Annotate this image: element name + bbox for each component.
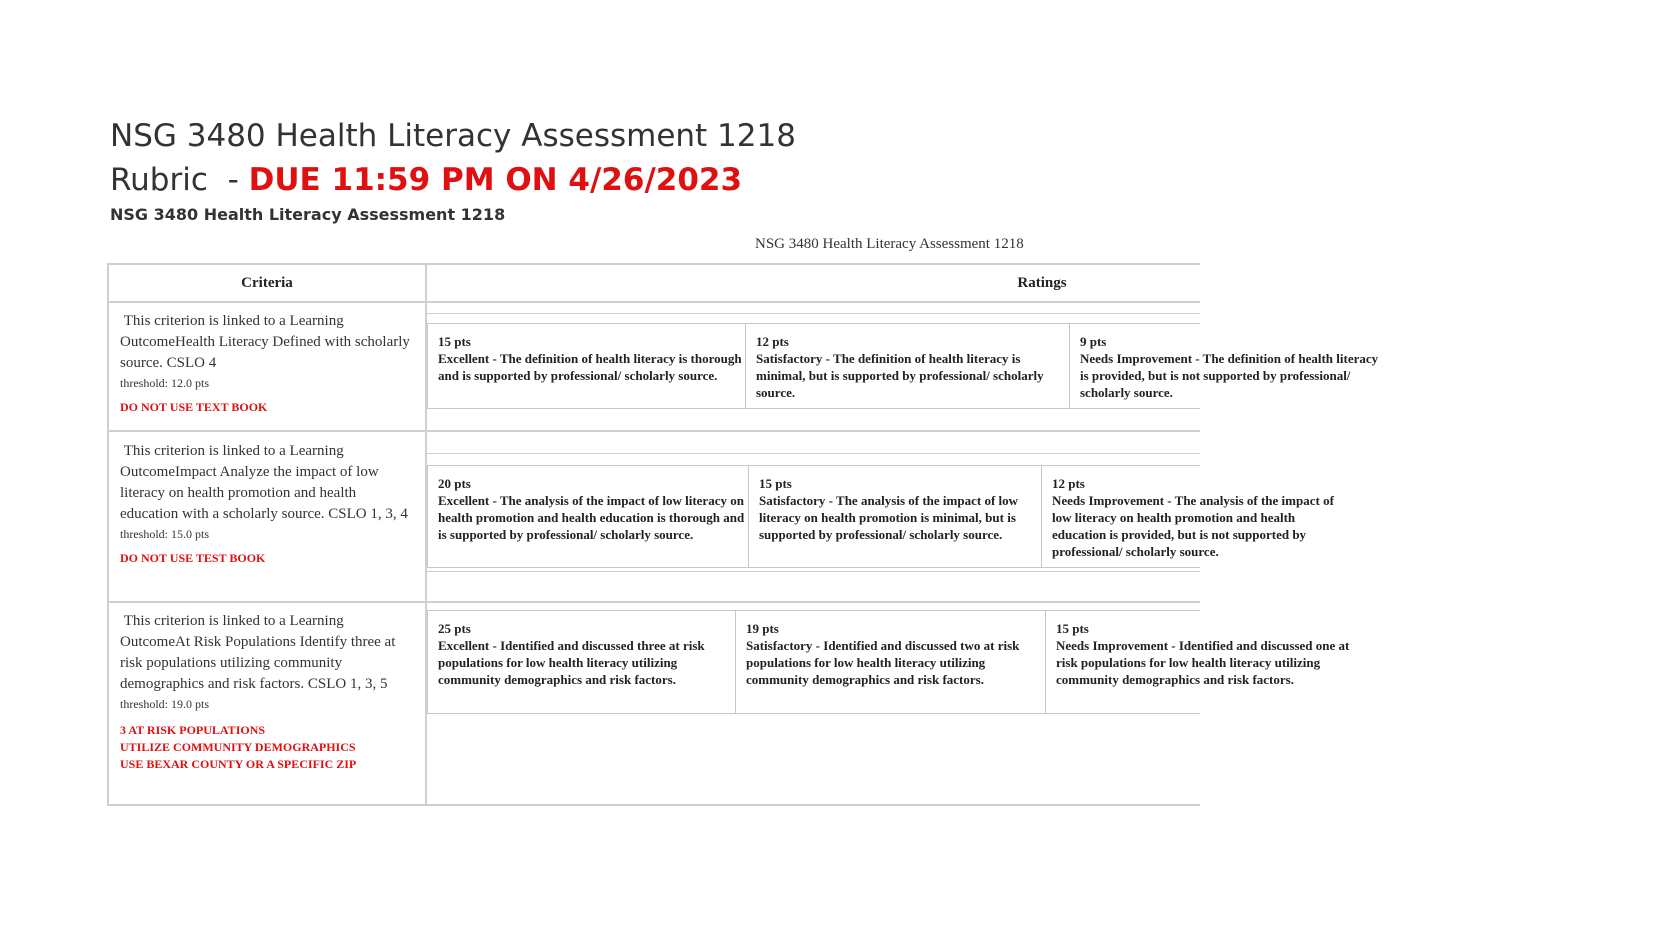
threshold-text: threshold: 19.0 pts bbox=[120, 697, 209, 711]
rating-description: Excellent - The definition of health literacy is thorough and is supported by professional/ scholarly source. bbox=[438, 351, 742, 383]
row-divider-2 bbox=[107, 601, 1200, 603]
criterion-text: This criterion is linked to a Learning OutcomeAt Risk Populations Identify three at risk populations utilizing community demographics and risk factors. CSLO 1, 3, 5 bbox=[120, 613, 400, 692]
rating-points: 25 pts bbox=[438, 621, 471, 636]
rating-points: 12 pts bbox=[756, 334, 789, 349]
criteria-header: Criteria bbox=[241, 275, 293, 291]
rating-description: Excellent - The analysis of the impact of low literacy on health promotion and health education is thorough and is supported by professional/ scholarly source. bbox=[438, 493, 745, 542]
threshold-text: threshold: 15.0 pts bbox=[120, 527, 209, 541]
criterion-cell bbox=[120, 311, 412, 416]
ratings-header: Ratings bbox=[1017, 275, 1067, 291]
threshold-text: threshold: 12.0 pts bbox=[120, 376, 209, 390]
page-subtitle: NSG 3480 Health Literacy Assessment 1218 bbox=[110, 205, 506, 224]
page-title bbox=[110, 114, 796, 202]
rating-points: 20 pts bbox=[438, 476, 471, 491]
rating-description: Satisfactory - The definition of health literacy is minimal, but is supported by professional/ scholarly source. bbox=[756, 351, 1044, 400]
rating-points: 15 pts bbox=[438, 334, 471, 349]
row-divider-1 bbox=[107, 430, 1200, 432]
rating-cell bbox=[735, 610, 1046, 714]
criterion-cell bbox=[120, 441, 412, 567]
instructor-note bbox=[120, 722, 412, 773]
note-line: UTILIZE COMMUNITY DEMOGRAPHICS bbox=[120, 740, 356, 754]
rating-cell bbox=[1041, 465, 1334, 568]
rating-points: 15 pts bbox=[759, 476, 792, 491]
rating-points: 12 pts bbox=[1052, 476, 1085, 491]
header-divider bbox=[107, 301, 1200, 303]
rating-description: Satisfactory - The analysis of the impact of low literacy on health promotion is minimal, but is supported by professional/ scholarly source. bbox=[759, 493, 1019, 542]
rating-cell bbox=[1069, 323, 1379, 409]
instructor-note: DO NOT USE TEST BOOK bbox=[120, 551, 266, 565]
rating-cell bbox=[427, 323, 746, 409]
rating-cell bbox=[748, 465, 1042, 568]
table-border-bottom bbox=[107, 804, 1200, 806]
title-line-1: NSG 3480 Health Literacy Assessment 1218 bbox=[110, 118, 796, 154]
rating-description: Needs Improvement - Identified and discussed one at risk populations for low health literacy utilizing community demographics and risk factors. bbox=[1056, 638, 1350, 687]
row-2-inner-mid bbox=[426, 453, 1200, 454]
rating-description: Satisfactory - Identified and discussed two at risk populations for low health literacy utilizing community demographics and risk factors. bbox=[746, 638, 1020, 687]
rating-description: Excellent - Identified and discussed three at risk populations for low health literacy utilizing community demographics and risk factors. bbox=[438, 638, 705, 687]
due-date: DUE 11:59 PM ON 4/26/2023 bbox=[248, 162, 743, 198]
rating-points: 19 pts bbox=[746, 621, 779, 636]
criterion-text: This criterion is linked to a Learning OutcomeHealth Literacy Defined with scholarly source. CSLO 4 bbox=[120, 313, 414, 371]
criterion-text: This criterion is linked to a Learning OutcomeImpact Analyze the impact of low literacy on health promotion and health education with a scholarly source. CSLO 1, 3, 4 bbox=[120, 443, 408, 522]
table-border-left bbox=[107, 263, 109, 806]
rating-points: 9 pts bbox=[1080, 334, 1107, 349]
note-line: 3 AT RISK POPULATIONS bbox=[120, 723, 266, 737]
table-border-top bbox=[107, 263, 1200, 265]
rubric-title: NSG 3480 Health Literacy Assessment 1218 bbox=[755, 236, 1024, 252]
title-line-2-prefix: Rubric - bbox=[110, 162, 249, 198]
row-2-inner-bottom bbox=[426, 571, 1200, 572]
note-line: USE BEXAR COUNTY OR A SPECIFIC ZIP bbox=[120, 757, 357, 771]
rating-description: Needs Improvement - The definition of health literacy is provided, but is not supported by professional/ scholarly source. bbox=[1080, 351, 1379, 400]
rating-cell bbox=[427, 465, 749, 568]
rating-cell bbox=[745, 323, 1070, 409]
rating-description: Needs Improvement - The analysis of the impact of low literacy on health promotion and health education is provided, but is not supported by professional/ scholarly source. bbox=[1052, 493, 1334, 559]
instructor-note: DO NOT USE TEXT BOOK bbox=[120, 400, 268, 414]
row-2-inner-top bbox=[426, 313, 1200, 314]
rating-cell bbox=[427, 610, 736, 714]
rating-points: 15 pts bbox=[1056, 621, 1089, 636]
criterion-cell bbox=[120, 611, 412, 773]
rating-cell bbox=[1045, 610, 1350, 714]
